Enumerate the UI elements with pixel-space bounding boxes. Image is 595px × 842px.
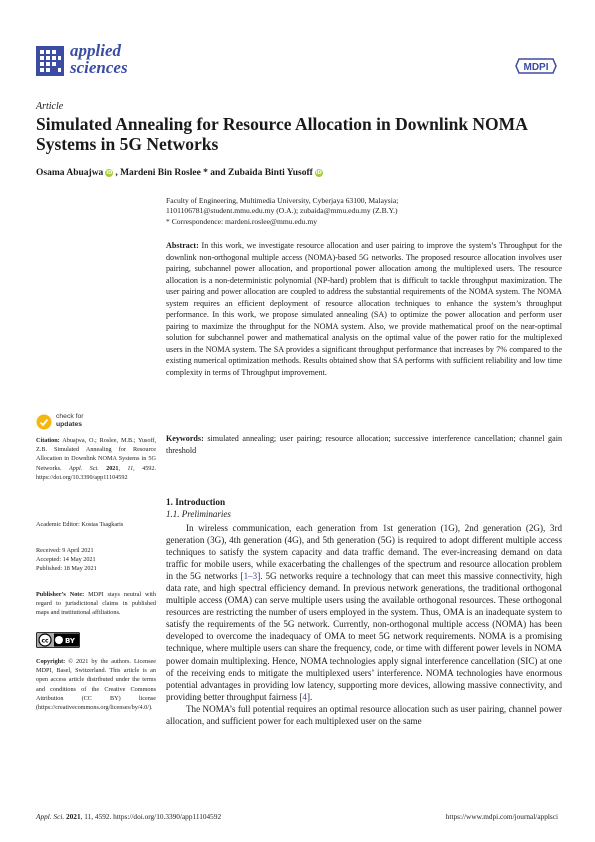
citation-volume: , 11, [118,464,135,472]
citation-journal: Appl. Sci. [69,464,99,472]
page-footer [36,812,558,821]
dates-block [36,546,156,574]
keywords-text: simulated annealing; user pairing; resource allocation; successive interference cancellation; channel gain threshold [166,434,562,455]
author-list [36,168,325,178]
cc-label: cc [41,637,49,645]
publisher-note-label: Publisher’s Note: [36,591,85,598]
citation-text: Abuajwa, O.; Roslee, M.B.; Yusoff, Z.B. Simulated Annealing for Resource Allocation in Downlink NOMA Systems in 5G Networks. [36,437,156,472]
keywords [166,433,562,456]
paragraph: The NOMA’s full potential requires an optimal resource allocation such as user pairing, channel power allocation, and sufficient power for each multiplexed user on the same [166,703,562,726]
citation-block [36,436,156,482]
reference-link[interactable]: 1–3 [243,571,258,582]
footer-journal: Appl. Sci. [36,812,65,821]
keywords-label: Keywords: [166,434,204,443]
affiliation-emails: 1101106781@student.mmu.edu.my (O.A.); zubaida@mmu.edu.my (Z.B.Y.) [166,206,398,216]
affiliations [166,196,566,227]
cc-by-label: BY [64,637,76,645]
academic-editor: Academic Editor: Kostas Tsagkaris [36,521,124,528]
citation-doi[interactable]: 4592. https://doi.org/10.3390/app11104592 [36,464,157,481]
citation-label: Citation: [36,437,60,444]
orcid-icon[interactable]: iD [315,170,322,176]
paragraph [166,522,562,703]
copyright-block [36,657,156,712]
publisher-name: MDPI [523,62,549,73]
copyright-label: Copyright: [36,658,66,665]
footer-year: 2021 [64,812,81,821]
article-title: Simulated Annealing for Resource Allocation in Downlink NOMA Systems in 5G Networks [36,114,527,154]
journal-logo-icon [36,46,64,76]
copyright-text: © 2021 by the authors. Licensee MDPI, Basel, Switzerland. This article is an open access article distributed under the terms and conditions of the Creative Commons Attribution (CC BY) license (https://creativecommons.org/licenses/by/4.0/). [36,658,156,712]
body-text [166,522,562,727]
paragraph-text: ]. [306,691,313,702]
abstract-text: In this work, we investigate resource allocation and user pairing to improve the system’s Throughput for the downlink non-orthogonal multiple access (NOMA)-based 5G networks. The proposed resource allocation involves user pairing, subchannel power allocation, and proportional power allocation among the multiplexed users. The resource allocation is a non-deterministic polynomial (NP-hard) problem that is difficult to tackle throughput maximization. The user pairing and power allocation are coupled to address the substantial requirements of the NOMA system. The NOMA system requires an efficient deployment of resource allocation techniques to enhance the system’s throughput performance. In this work, we propose simulated annealing (SA) to optimize the power allocation and perform user pairing to maximize the throughput for the NOMA system. Also, we provide mathematical proof on the near-optimal solution for subchannel power and mathematical analysis on the optimal value of the power ratio for the multiplexed users in the NOMA system. The SA provides a significant throughput performance that increases by 7% compared to the existing numerical optimization methods. Results obtained show that SA performs with sufficient reliability and low time complexity in terms of Throughput improvement. [166,241,562,378]
journal-name-line1: applied [70,41,121,60]
check-line2: updates [56,420,83,428]
cc-by-license-icon[interactable] [36,632,80,648]
correspondence: * Correspondence: mardeni.roslee@mmu.edu.my [166,216,318,226]
subsection-heading: 1.1. Preliminaries [166,509,231,519]
check-for-updates-icon[interactable] [36,414,52,430]
accepted-date: Accepted: 14 May 2021 [36,556,96,564]
orcid-icon[interactable]: iD [106,170,113,176]
check-for-updates-link[interactable] [56,413,84,428]
received-date: Received: 9 April 2021 [36,547,94,554]
citation-year: 2021 [98,464,119,472]
author-names-rest: , Mardeni Bin Roslee * and Zubaida Binti Yusoff [115,168,313,178]
check-line1: check for [56,413,84,420]
journal-name-line2: sciences [70,58,128,77]
author-name: Osama Abuajwa [36,168,104,178]
reference-link[interactable]: 4 [302,691,307,702]
footer-citation [36,812,221,821]
publisher-note-text: MDPI stays neutral with regard to jurisdictional claims in published maps and institutional affiliations. [36,591,156,617]
paragraph-text: In wireless communication, each generation from 1st generation (1G), 2nd generation (2G), 3rd generation (3G), 4th generation (4G), and 5th generation (5G) is required to adopt different multiple access techniques to satisfy the system capacity and data traffic demand. The ever-increasing demand on data traffic for mobile users, while exacerbating the challenges of the spectrum and resource allocation problem in the 5G networks [ [166,523,562,582]
paragraph-text: ]. 5G networks require a technology that can meet this massive connectivity, high data rate, and high spectral efficiency demand. In previous network generations, the traditional orthogonal multiple access (OMA) can serve multiple users using the available orthogonal resources. These orthogonal resources are restricting the number of users employed in the system. Thus, OMA is an inadequate system to satisfy the requirements of the 5G network. Currently, non-orthogonal multiple access (NOMA) has been developed to overcome the inadequacy of OMA to meet 5G network requirements. NOMA is a promising technique, where multiple users can share the frequency, code, or time with different power levels in NOMA power domain multiplexing. Hence, NOMA technologies apply signal interference cancellation (SIC) at one of the receiving ends to mitigate the multiplexed users’ interference. NOMA technologies have enormous potential advantages in providing low latency, supporting more devices, allowing massive connectivity, and providing better throughput fairness [ [166,571,562,702]
abstract [166,240,562,379]
journal-name [70,42,128,76]
footer-url[interactable]: https://www.mdpi.com/journal/applsci [445,812,558,821]
footer-doi[interactable]: , 11, 4592. https://doi.org/10.3390/app11104592 [80,812,222,821]
article-type: Article [36,101,64,112]
publisher-note [36,590,156,618]
published-date: Published: 18 May 2021 [36,565,97,573]
section-heading: 1. Introduction [166,497,226,507]
affiliation-line: Faculty of Engineering, Multimedia University, Cyberjaya 63100, Malaysia; [166,196,399,205]
mdpi-logo-icon [515,58,557,74]
abstract-label: Abstract: [166,241,199,250]
